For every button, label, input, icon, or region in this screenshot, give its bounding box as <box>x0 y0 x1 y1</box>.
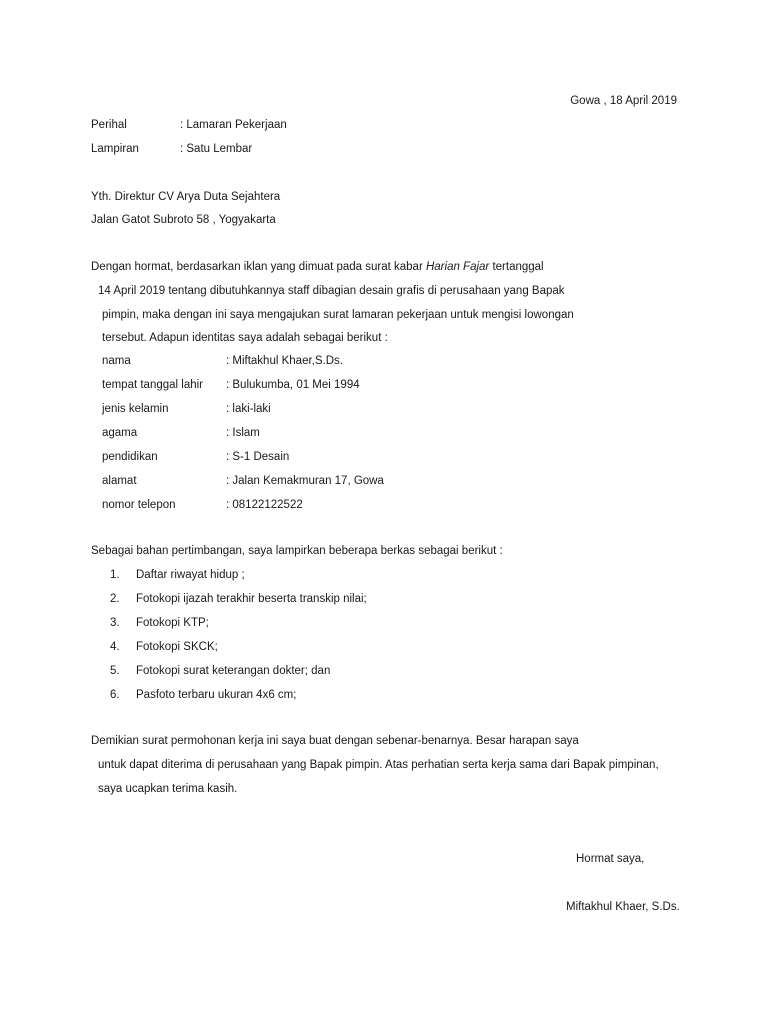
salutation: Hormat saya, <box>576 853 645 865</box>
attachment-number: 5. <box>110 665 120 677</box>
intro-text-a: Dengan hormat, berdasarkan iklan yang dimuat pada surat kabar <box>91 261 426 273</box>
attachment-item: Fotokopi ijazah terakhir beserta transkip nilai; <box>136 593 367 605</box>
identity-value-alamat: : Jalan Kemakmuran 17, Gowa <box>226 475 384 487</box>
intro-line-3: pimpin, maka dengan ini saya mengajukan surat lamaran pekerjaan untuk mengisi lowongan <box>102 309 574 321</box>
header-value-perihal: : Lamaran Pekerjaan <box>180 119 287 131</box>
header-label-perihal: Perihal <box>91 119 127 131</box>
intro-line-2: 14 April 2019 tentang dibutuhkannya staff dibagian desain grafis di perusahaan yang Bapak <box>98 285 565 297</box>
identity-value-agama: : Islam <box>226 427 260 439</box>
signer-name: Miftakhul Khaer, S.Ds. <box>566 901 680 913</box>
identity-label-agama: agama <box>102 427 138 439</box>
attachment-item: Fotokopi SKCK; <box>136 641 218 653</box>
intro-line-4: tersebut. Adapun identitas saya adalah sebagai berikut : <box>102 332 388 344</box>
attachment-number: 4. <box>110 641 120 653</box>
intro-line-1 <box>91 260 544 274</box>
closing-line-3: saya ucapkan terima kasih. <box>98 783 238 795</box>
attachment-number: 6. <box>110 689 120 701</box>
identity-value-nama: : Miftakhul Khaer,S.Ds. <box>226 355 343 367</box>
header-value-lampiran: : Satu Lembar <box>180 143 253 155</box>
identity-value-telepon: : 08122122522 <box>226 499 303 511</box>
closing-line-1: Demikian surat permohonan kerja ini saya buat dengan sebenar-benarnya. Besar harapan saya <box>91 735 579 747</box>
attachment-number: 1. <box>110 569 120 581</box>
identity-value-ttl: : Bulukumba, 01 Mei 1994 <box>226 379 360 391</box>
recipient-line-1: Yth. Direktur CV Arya Duta Sejahtera <box>91 191 281 203</box>
attachments-intro: Sebagai bahan pertimbangan, saya lampirkan beberapa berkas sebagai berikut : <box>91 545 503 557</box>
attachment-item: Pasfoto terbaru ukuran 4x6 cm; <box>136 689 297 701</box>
intro-text-b: tertanggal <box>489 261 544 273</box>
attachment-item: Daftar riwayat hidup ; <box>136 569 245 581</box>
identity-label-telepon: nomor telepon <box>102 499 176 511</box>
newspaper-name: Harian Fajar <box>425 261 490 273</box>
identity-label-ttl: tempat tanggal lahir <box>102 379 204 391</box>
attachment-item: Fotokopi surat keterangan dokter; dan <box>136 665 331 677</box>
identity-value-gender: : laki-laki <box>226 403 271 415</box>
letter-date: Gowa , 18 April 2019 <box>570 95 677 107</box>
header-label-lampiran: Lampiran <box>91 143 139 155</box>
attachment-item: Fotokopi KTP; <box>136 617 209 629</box>
identity-label-nama: nama <box>102 355 131 367</box>
closing-line-2: untuk dapat diterima di perusahaan yang Bapak pimpin. Atas perhatian serta kerja sama dari Bapak pimpinan, <box>98 759 659 771</box>
identity-value-pendidikan: : S-1 Desain <box>226 451 290 463</box>
attachment-number: 3. <box>110 617 120 629</box>
identity-label-alamat: alamat <box>102 475 137 487</box>
identity-label-pendidikan: pendidikan <box>102 451 158 463</box>
identity-label-gender: jenis kelamin <box>102 403 169 415</box>
attachment-number: 2. <box>110 593 120 605</box>
recipient-line-2: Jalan Gatot Subroto 58 , Yogyakarta <box>91 214 276 226</box>
